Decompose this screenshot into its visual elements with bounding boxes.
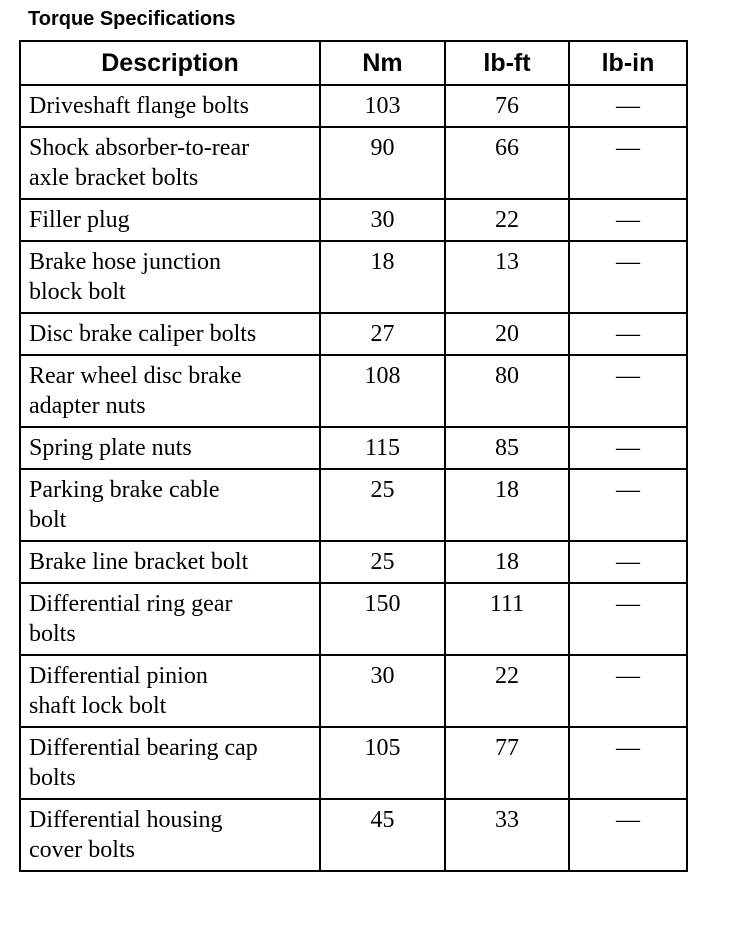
header-row bbox=[20, 41, 687, 85]
description-line: Differential ring gear bbox=[29, 591, 233, 617]
description-line: Disc brake caliper bolts bbox=[29, 321, 257, 347]
description-line: Filler plug bbox=[29, 207, 130, 233]
description-line: Differential pinion bbox=[29, 663, 208, 689]
description-line: bolt bbox=[29, 507, 67, 533]
description-line: Parking brake cable bbox=[29, 477, 220, 503]
description-cell bbox=[20, 313, 320, 355]
description-line: Differential housing bbox=[29, 807, 223, 833]
nm-value-cell: 30 bbox=[320, 199, 445, 241]
nm-value-cell: 103 bbox=[320, 85, 445, 127]
description-cell bbox=[20, 469, 320, 541]
lb-in-value-cell: — bbox=[569, 799, 687, 871]
lb-ft-value-cell: 18 bbox=[445, 541, 569, 583]
nm-value-cell: 90 bbox=[320, 127, 445, 199]
table-row bbox=[20, 727, 687, 799]
description-line: bolts bbox=[29, 765, 76, 791]
description-cell bbox=[20, 655, 320, 727]
nm-value-cell: 108 bbox=[320, 355, 445, 427]
table-row bbox=[20, 469, 687, 541]
column-header-lb-ft: lb-ft bbox=[445, 41, 569, 85]
description-line: Driveshaft flange bolts bbox=[29, 93, 249, 119]
lb-in-value-cell: — bbox=[569, 241, 687, 313]
description-cell bbox=[20, 799, 320, 871]
lb-in-value-cell: — bbox=[569, 313, 687, 355]
lb-ft-value-cell: 20 bbox=[445, 313, 569, 355]
nm-value-cell: 30 bbox=[320, 655, 445, 727]
lb-ft-value-cell: 111 bbox=[445, 583, 569, 655]
nm-value-cell: 27 bbox=[320, 313, 445, 355]
description-cell bbox=[20, 199, 320, 241]
table-row bbox=[20, 313, 687, 355]
lb-in-value-cell: — bbox=[569, 469, 687, 541]
description-cell bbox=[20, 583, 320, 655]
lb-in-value-cell: — bbox=[569, 85, 687, 127]
lb-ft-value-cell: 33 bbox=[445, 799, 569, 871]
description-line: shaft lock bolt bbox=[29, 693, 167, 719]
description-line: adapter nuts bbox=[29, 393, 146, 419]
lb-ft-value-cell: 22 bbox=[445, 655, 569, 727]
table-row bbox=[20, 541, 687, 583]
description-line: Spring plate nuts bbox=[29, 435, 192, 461]
lb-in-value-cell: — bbox=[569, 655, 687, 727]
table-row bbox=[20, 241, 687, 313]
lb-in-value-cell: — bbox=[569, 427, 687, 469]
lb-in-value-cell: — bbox=[569, 199, 687, 241]
description-line: Differential bearing cap bbox=[29, 735, 258, 761]
description-line: Brake hose junction bbox=[29, 249, 221, 275]
description-line: axle bracket bolts bbox=[29, 165, 199, 191]
lb-in-value-cell: — bbox=[569, 127, 687, 199]
lb-ft-value-cell: 77 bbox=[445, 727, 569, 799]
column-header-lb-in: lb-in bbox=[569, 41, 687, 85]
table-row bbox=[20, 799, 687, 871]
lb-in-value-cell: — bbox=[569, 727, 687, 799]
lb-in-value-cell: — bbox=[569, 355, 687, 427]
description-line: Shock absorber-to-rear bbox=[29, 135, 250, 161]
nm-value-cell: 105 bbox=[320, 727, 445, 799]
description-cell bbox=[20, 355, 320, 427]
description-cell bbox=[20, 541, 320, 583]
nm-value-cell: 18 bbox=[320, 241, 445, 313]
lb-ft-value-cell: 80 bbox=[445, 355, 569, 427]
nm-value-cell: 25 bbox=[320, 469, 445, 541]
lb-ft-value-cell: 13 bbox=[445, 241, 569, 313]
table-row bbox=[20, 199, 687, 241]
nm-value-cell: 45 bbox=[320, 799, 445, 871]
description-cell bbox=[20, 85, 320, 127]
nm-value-cell: 115 bbox=[320, 427, 445, 469]
lb-ft-value-cell: 18 bbox=[445, 469, 569, 541]
nm-value-cell: 150 bbox=[320, 583, 445, 655]
table-row bbox=[20, 427, 687, 469]
torque-spec-table bbox=[19, 40, 688, 872]
table-body bbox=[20, 85, 687, 871]
lb-ft-value-cell: 22 bbox=[445, 199, 569, 241]
description-cell bbox=[20, 427, 320, 469]
page-title: Torque Specifications bbox=[28, 8, 236, 30]
description-line: cover bolts bbox=[29, 837, 135, 863]
column-header-description: Description bbox=[20, 41, 320, 85]
description-cell bbox=[20, 241, 320, 313]
lb-ft-value-cell: 66 bbox=[445, 127, 569, 199]
table-row bbox=[20, 583, 687, 655]
column-header-nm: Nm bbox=[320, 41, 445, 85]
lb-ft-value-cell: 85 bbox=[445, 427, 569, 469]
nm-value-cell: 25 bbox=[320, 541, 445, 583]
description-line: Rear wheel disc brake bbox=[29, 363, 242, 389]
table-row bbox=[20, 655, 687, 727]
table-row bbox=[20, 127, 687, 199]
lb-ft-value-cell: 76 bbox=[445, 85, 569, 127]
description-line: block bolt bbox=[29, 279, 126, 305]
description-line: Brake line bracket bolt bbox=[29, 549, 249, 575]
table-row bbox=[20, 85, 687, 127]
table-row bbox=[20, 355, 687, 427]
lb-in-value-cell: — bbox=[569, 583, 687, 655]
lb-in-value-cell: — bbox=[569, 541, 687, 583]
description-cell bbox=[20, 727, 320, 799]
description-line: bolts bbox=[29, 621, 76, 647]
description-cell bbox=[20, 127, 320, 199]
